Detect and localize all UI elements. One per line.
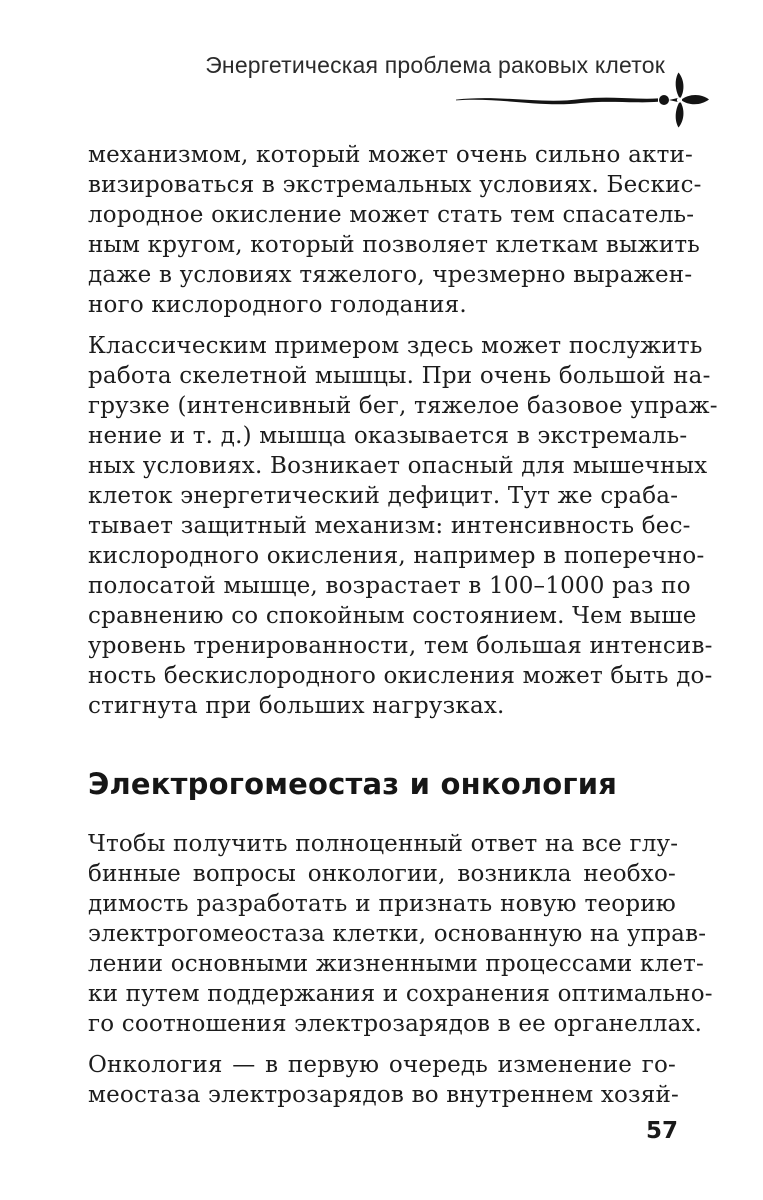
text-line: ность бескислородного окисления может быть до- [88,663,713,689]
body-text-block [88,140,718,1121]
text-line: ки путем поддержания и сохранения оптимально- [88,981,713,1007]
text-line: лении основными жизненными процессами клет- [88,951,705,977]
text-line: грузке (интенсивный бег, тяжелое базовое упраж- [88,393,718,419]
text-line: клеток энергетический дефицит. Тут же сраба- [88,483,679,509]
text-line: меостаза электрозарядов во внутреннем хозяй- [88,1082,679,1108]
text-line: полосатой мышце, возрастает в 100–1000 раз по [88,573,691,599]
text-line: Чтобы получить полноценный ответ на все глу- [88,831,679,857]
running-header: Энергетическая проблема раковых клеток [205,52,665,78]
section-heading: Электрогомеостаз и онкология [88,767,618,801]
text-line: визироваться в экстремальных условиях. Бескис- [88,172,702,198]
text-line: ным кругом, который позволяет клеткам выжить [88,232,701,258]
paragraph-4 [88,1050,679,1110]
flourish-ornament-icon [456,68,711,132]
text-line: кислородного окисления, например в поперечно- [88,543,705,569]
text-line: бинные вопросы онкологии, возникла необхо- [88,861,676,887]
page-number: 57 [645,1118,678,1144]
text-line: механизмом, который может очень сильно акти- [88,142,694,168]
text-line: ного кислородного голодания. [88,292,467,318]
text-line: уровень тренированности, тем большая интенсив- [88,633,713,659]
text-line: электрогомеостаза клетки, основанную на управ- [88,921,707,947]
text-line: лородное окисление может стать тем спасатель- [88,202,695,228]
text-line: нение и т. д.) мышца оказывается в экстремаль- [88,423,688,449]
text-line: стигнута при больших нагрузках. [88,693,505,719]
text-line: сравнению со спокойным состоянием. Чем выше [88,603,697,629]
paragraph-2 [88,331,718,721]
text-line: ных условиях. Возникает опасный для мышечных [88,453,708,479]
text-line: работа скелетной мышцы. При очень большой на- [88,363,711,389]
text-line: даже в условиях тяжелого, чрезмерно выражен- [88,262,693,288]
text-line: димость разработать и признать новую теорию [88,891,676,917]
text-line: Классическим примером здесь может послужить [88,333,703,359]
text-line: го соотношения электрозарядов в ее органеллах. [88,1011,703,1037]
paragraph-3 [88,829,713,1039]
text-line: тывает защитный механизм: интенсивность бес- [88,513,691,539]
text-line: Онкология — в первую очередь изменение го- [88,1052,676,1078]
paragraph-1 [88,140,702,320]
